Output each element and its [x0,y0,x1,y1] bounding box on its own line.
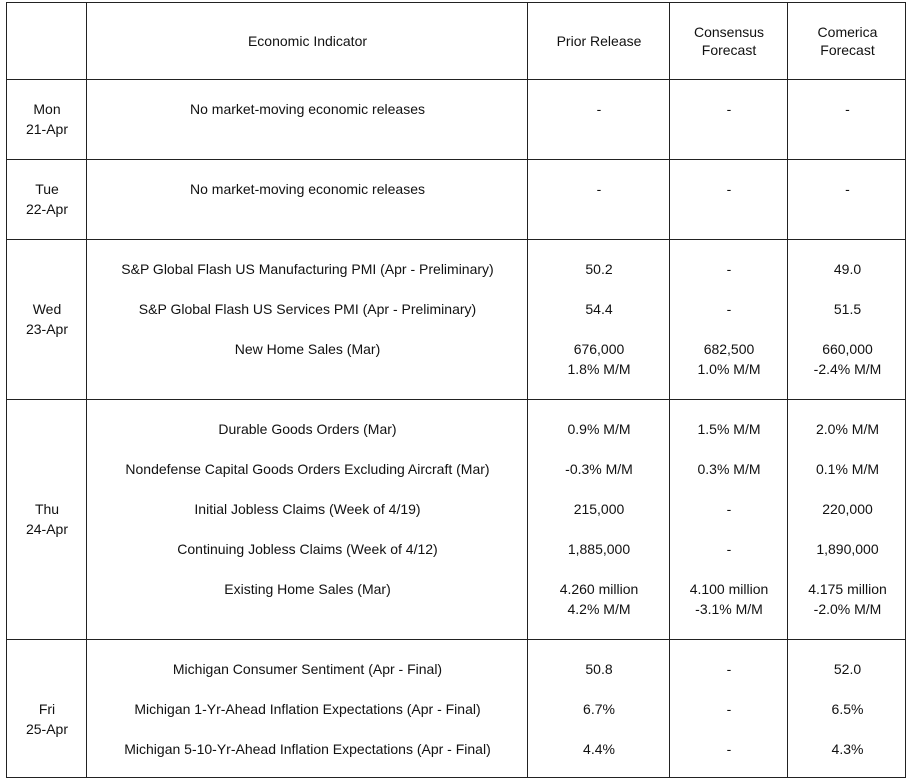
header-comerica-line-2: Forecast [820,42,875,58]
comerica-forecast-value-line: 4.175 million [808,581,887,597]
consensus-forecast-value [670,99,788,119]
day-label-day: Thu [34,501,60,517]
comerica-forecast-value-line: -2.0% M/M [813,601,882,617]
comerica-forecast-value [788,659,907,679]
indicator-name: No market-moving economic releases [190,181,425,197]
consensus-forecast-value [670,659,788,679]
day-label-date: 25-Apr [25,721,69,737]
indicator-name: Michigan 5-10-Yr-Ahead Inflation Expectations (Apr - Final) [124,741,491,757]
prior-release-value [528,179,670,199]
prior-release-value-line: - [596,181,602,197]
consensus-forecast-value-line: 1.5% M/M [697,421,761,437]
row-divider [7,399,905,400]
comerica-forecast-value [788,579,907,619]
consensus-forecast-value [670,499,788,519]
prior-release-value [528,99,670,119]
comerica-forecast-value [788,739,907,759]
consensus-forecast-value-line: - [726,301,732,317]
day-label-date: 21-Apr [25,121,69,137]
consensus-forecast-value [670,419,788,439]
prior-release-value-line: 1,885,000 [567,541,631,557]
row-divider [7,639,905,640]
day-label-day: Tue [35,181,59,197]
consensus-forecast-value [670,739,788,759]
prior-release-value [528,739,670,759]
comerica-forecast-value-line: 660,000 [822,341,873,357]
comerica-forecast-value [788,499,907,519]
comerica-forecast-value-line: -2.4% M/M [813,361,882,377]
prior-release-value-line: 1.8% M/M [567,361,631,377]
prior-release-value [528,259,670,279]
indicator-name: S&P Global Flash US Manufacturing PMI (Apr - Preliminary) [121,261,494,277]
prior-release-value-line: 0.9% M/M [567,421,631,437]
comerica-forecast-value [788,299,907,319]
indicator-name: No market-moving economic releases [190,101,425,117]
day-label-day: Wed [32,301,62,317]
prior-release-value [528,339,670,379]
consensus-forecast-value-line: - [726,661,732,677]
consensus-forecast-value-line: 682,500 [703,341,755,357]
header-consensus-line-2: Forecast [701,42,757,58]
prior-release-value [528,419,670,439]
comerica-forecast-value-line: 51.5 [833,301,862,317]
comerica-forecast-value [788,179,907,199]
header-consensus-forecast [670,23,788,59]
comerica-forecast-value-line: 52.0 [833,661,862,677]
indicator-name: New Home Sales (Mar) [234,341,381,357]
prior-release-value [528,459,670,479]
consensus-forecast-value-line: - [726,101,732,117]
comerica-forecast-value-line: 0.1% M/M [815,461,879,477]
prior-release-value-line: 676,000 [573,341,625,357]
comerica-forecast-value [788,459,907,479]
comerica-forecast-value-line: 2.0% M/M [815,421,879,437]
consensus-forecast-value [670,259,788,279]
header-consensus-line-1: Consensus [693,24,765,40]
comerica-forecast-value-line: 220,000 [822,501,873,517]
consensus-forecast-value-line: - [726,501,732,517]
prior-release-value-line: -0.3% M/M [565,461,633,477]
consensus-forecast-value [670,699,788,719]
comerica-forecast-value [788,419,907,439]
header-comerica-forecast [788,23,907,59]
prior-release-value [528,579,670,619]
prior-release-value-line: 4.4% [583,741,615,757]
comerica-forecast-value [788,339,907,379]
comerica-forecast-value [788,259,907,279]
day-label-date: 24-Apr [25,521,69,537]
consensus-forecast-value-line: 0.3% M/M [697,461,761,477]
indicator-name: Michigan Consumer Sentiment (Apr - Final) [172,661,443,677]
day-label-date: 23-Apr [25,321,69,337]
comerica-forecast-value [788,539,907,559]
prior-release-value-line: 215,000 [573,501,625,517]
prior-release-value [528,299,670,319]
day-label-day: Mon [33,101,61,117]
prior-release-value-line: 4.2% M/M [567,601,631,617]
prior-release-value [528,499,670,519]
consensus-forecast-value [670,579,788,619]
indicator-name: Initial Jobless Claims (Week of 4/19) [194,501,421,517]
consensus-forecast-value [670,539,788,559]
prior-release-value-line: - [596,101,602,117]
comerica-forecast-value [788,99,907,119]
comerica-forecast-value-line: 49.0 [833,261,862,277]
comerica-forecast-value-line: 4.3% [831,741,864,757]
prior-release-value-line: 54.4 [585,301,613,317]
prior-release-value-line: 4.260 million [559,581,639,597]
comerica-forecast-value-line: 1,890,000 [816,541,879,557]
indicator-name: S&P Global Flash US Services PMI (Apr - Preliminary) [138,301,477,317]
prior-release-value-line: 50.8 [585,661,613,677]
comerica-forecast-value [788,699,907,719]
row-divider [7,79,905,80]
day-label-date: 22-Apr [25,201,69,217]
header-prior-release: Prior Release [556,33,642,49]
header-indicator: Economic Indicator [247,33,368,49]
consensus-forecast-value-line: - [726,741,732,757]
prior-release-value-line: 6.7% [583,701,615,717]
day-label [7,499,87,539]
comerica-forecast-value-line: - [845,181,850,197]
prior-release-value-line: 50.2 [585,261,613,277]
prior-release-value [528,659,670,679]
consensus-forecast-value-line: - [726,261,732,277]
consensus-forecast-value-line: 4.100 million [689,581,769,597]
consensus-forecast-value-line: -3.1% M/M [695,601,763,617]
day-label [7,699,87,739]
indicator-name: Continuing Jobless Claims (Week of 4/12) [177,541,438,557]
comerica-forecast-value-line: 6.5% [831,701,864,717]
indicator-name: Durable Goods Orders (Mar) [218,421,397,437]
day-label [7,99,87,139]
day-label [7,179,87,219]
indicator-name: Michigan 1-Yr-Ahead Inflation Expectations (Apr - Final) [134,701,481,717]
consensus-forecast-value [670,459,788,479]
consensus-forecast-value [670,179,788,199]
consensus-forecast-value-line: 1.0% M/M [697,361,761,377]
header-comerica-line-1: Comerica [817,24,878,40]
consensus-forecast-value-line: - [726,701,732,717]
economic-calendar-table [6,2,906,778]
row-divider [7,239,905,240]
indicator-name: Existing Home Sales (Mar) [224,581,391,597]
day-label-day: Fri [38,701,56,717]
day-label [7,299,87,339]
comerica-forecast-value-line: - [845,101,850,117]
consensus-forecast-value-line: - [726,181,732,197]
consensus-forecast-value-line: - [726,541,732,557]
indicator-name: Nondefense Capital Goods Orders Excluding Aircraft (Mar) [125,461,490,477]
row-divider [7,159,905,160]
prior-release-value [528,539,670,559]
consensus-forecast-value [670,299,788,319]
consensus-forecast-value [670,339,788,379]
prior-release-value [528,699,670,719]
